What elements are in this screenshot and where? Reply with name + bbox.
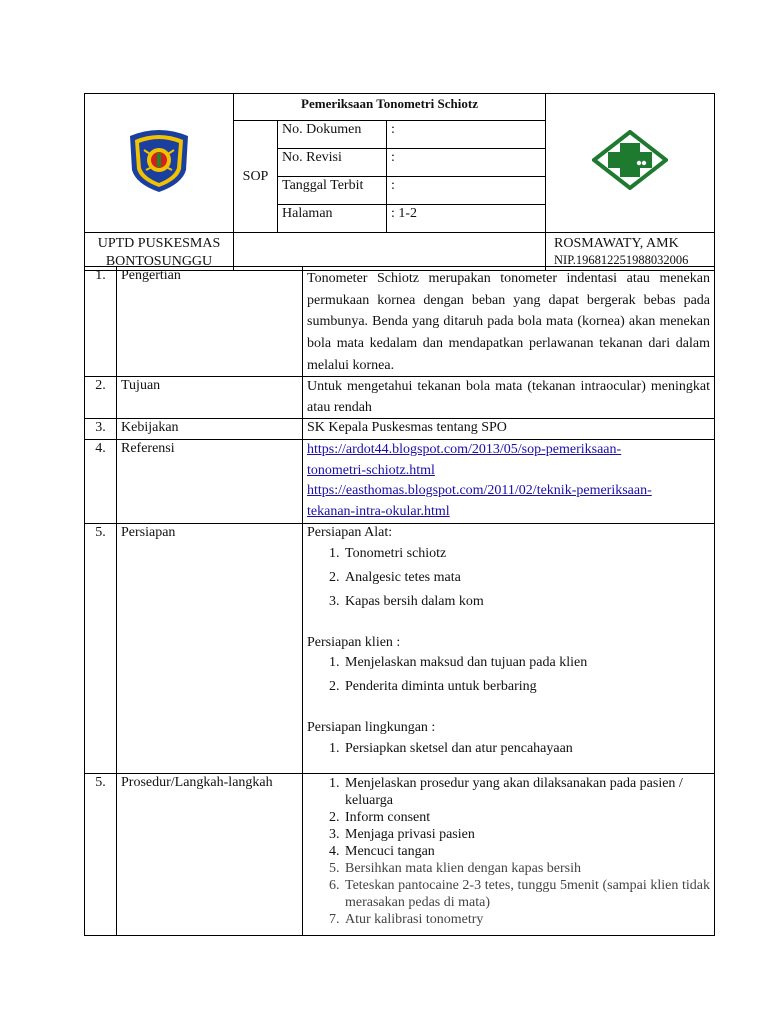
row-tujuan [85, 377, 715, 419]
field-label-no-dokumen: No. Dokumen [278, 121, 387, 149]
row-label: Persiapan [117, 524, 303, 774]
sop-body-table [84, 266, 715, 936]
row-number: 4. [85, 440, 117, 524]
row-label: Kebijakan [117, 419, 303, 440]
persiapan-alat-list [307, 542, 710, 614]
prosedur-steps-list [307, 775, 710, 928]
reference-link-1[interactable] [307, 442, 621, 478]
row-number: 5. [85, 774, 117, 936]
persiapan-klien-list [307, 651, 710, 699]
persiapan-alat-title: Persiapan Alat: [307, 525, 393, 541]
left-logo-cell [85, 94, 234, 233]
persiapan-lingkungan-list [307, 737, 710, 761]
field-value-tanggal-terbit: : [387, 177, 546, 205]
row-number: 5. [85, 524, 117, 774]
row-kebijakan [85, 419, 715, 440]
signer-cell [546, 233, 715, 271]
referensi-links [303, 440, 715, 524]
field-label-no-revisi: No. Revisi [278, 149, 387, 177]
field-label-tanggal-terbit: Tanggal Terbit [278, 177, 387, 205]
row-number: 2. [85, 377, 117, 419]
list-item: 7. Atur kalibrasi tonometry [343, 911, 710, 928]
reference-link-2[interactable] [307, 483, 652, 519]
list-item: 5. Bersihkan mata klien dengan kapas bersih [343, 860, 710, 877]
list-item: 2. Analgesic tetes mata [343, 566, 710, 590]
organization-line2: BONTOSUNGGU [105, 253, 213, 269]
list-item: 1. Persiapkan sketsel dan atur pencahayaan [343, 737, 710, 761]
pengertian-text: Tonometer Schiotz merupakan tonometer indentasi atau menekan permukaan kornea dengan beban yang dapat bergerak bebas pada sumbunya. Benda yang ditaruh pada bola mata (kornea) akan menekan bola mata kedalam dan mendapatkan perlawanan tekanan dari dalam melalui kornea. [303, 267, 715, 377]
row-referensi [85, 440, 715, 524]
list-item: 3. Menjaga privasi pasien [343, 826, 710, 843]
row-label: Tujuan [117, 377, 303, 419]
document-title: Pemeriksaan Tonometri Schiotz [234, 94, 546, 121]
reference-link-1-line2: tonometri-schiotz.html [307, 462, 435, 478]
list-item: 4. Mencuci tangan [343, 843, 710, 860]
tujuan-text: Untuk mengetahui tekanan bola mata (tekanan intraocular) meningkat atau rendah [303, 377, 715, 419]
row-number: 1. [85, 267, 117, 377]
list-item: 2. Penderita diminta untuk berbaring [343, 675, 710, 699]
kebijakan-text: SK Kepala Puskesmas tentang SPO [303, 419, 715, 440]
sop-header-table [84, 93, 715, 271]
list-item: 3. Kapas bersih dalam kom [343, 590, 710, 614]
field-label-halaman: Halaman [278, 205, 387, 233]
row-prosedur [85, 774, 715, 936]
reference-link-1-line1: https://ardot44.blogspot.com/2013/05/sop-pemeriksaan- [307, 442, 622, 458]
persiapan-klien-title: Persiapan klien : [307, 634, 401, 650]
signer-nip: NIP.196812251988032006 [554, 252, 689, 267]
row-label: Referensi [117, 440, 303, 524]
blank-cell [234, 233, 546, 271]
list-item: 1. Menjelaskan prosedur yang akan dilaksanakan pada pasien / keluarga [343, 775, 710, 809]
list-item: 6. Teteskan pantocaine 2-3 tetes, tunggu 5menit (sampai klien tidak merasakan pedas di mata) [343, 877, 710, 911]
prosedur-content [303, 774, 715, 936]
field-value-no-revisi: : [387, 149, 546, 177]
signer-name: ROSMAWATY, AMK [554, 236, 679, 251]
persiapan-lingkungan-title: Persiapan lingkungan : [307, 720, 436, 736]
persiapan-content [303, 524, 715, 774]
organization-cell [85, 233, 234, 271]
reference-link-2-line2: tekanan-intra-okular.html [307, 503, 450, 519]
right-logo-cell [546, 94, 715, 233]
field-value-no-dokumen: : [387, 121, 546, 149]
sop-label: SOP [234, 121, 278, 233]
list-item: 1. Menjelaskan maksud dan tujuan pada klien [343, 651, 710, 675]
list-item: 1. Tonometri schiotz [343, 542, 710, 566]
reference-link-2-line1: https://easthomas.blogspot.com/2011/02/teknik-pemeriksaan- [307, 483, 652, 499]
row-number: 3. [85, 419, 117, 440]
row-label: Pengertian [117, 267, 303, 377]
list-item: 2. Inform consent [343, 809, 710, 826]
field-value-halaman: : 1-2 [387, 205, 546, 233]
row-label: Prosedur/Langkah-langkah [117, 774, 303, 936]
row-pengertian [85, 267, 715, 377]
puskesmas-cross-icon [592, 130, 668, 190]
regional-emblem-icon [124, 126, 194, 194]
organization-line1: UPTD PUSKESMAS [97, 236, 221, 251]
row-persiapan [85, 524, 715, 774]
